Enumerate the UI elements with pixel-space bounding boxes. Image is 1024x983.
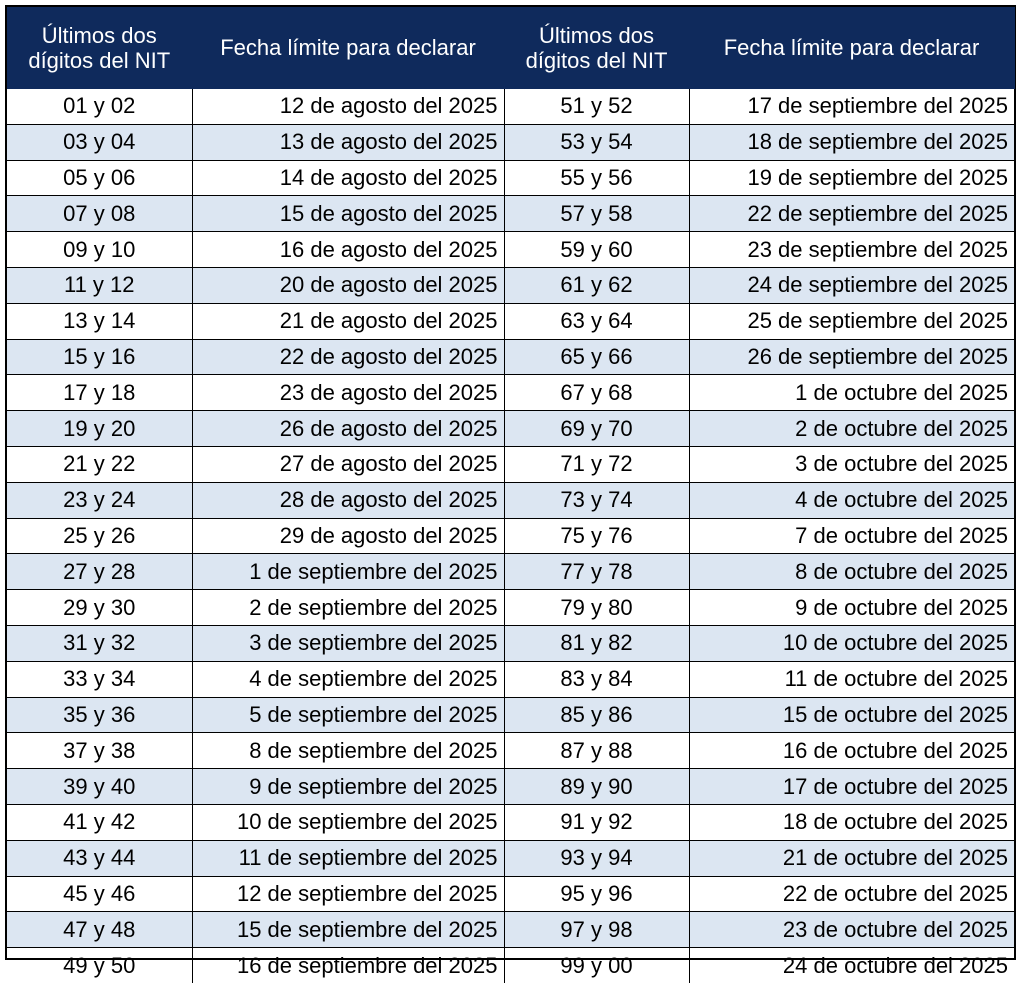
deadline-cell: 18 de septiembre del 2025 (689, 124, 1014, 160)
nit-digits-cell: 41 y 42 (7, 804, 192, 840)
deadline-cell: 16 de agosto del 2025 (192, 232, 504, 268)
nit-digits-cell: 49 y 50 (7, 948, 192, 983)
deadline-cell: 10 de septiembre del 2025 (192, 804, 504, 840)
deadline-cell: 10 de octubre del 2025 (689, 625, 1014, 661)
nit-digits-cell: 63 y 64 (504, 303, 689, 339)
nit-digits-cell: 33 y 34 (7, 661, 192, 697)
table-row (7, 411, 1014, 447)
deadline-cell: 13 de agosto del 2025 (192, 124, 504, 160)
table-row (7, 625, 1014, 661)
deadline-cell: 7 de octubre del 2025 (689, 518, 1014, 554)
deadline-cell: 5 de septiembre del 2025 (192, 697, 504, 733)
deadline-cell: 27 de agosto del 2025 (192, 446, 504, 482)
deadline-cell: 18 de octubre del 2025 (689, 804, 1014, 840)
table-row (7, 840, 1014, 876)
nit-digits-cell: 77 y 78 (504, 554, 689, 590)
nit-digits-cell: 53 y 54 (504, 124, 689, 160)
nit-digits-cell: 19 y 20 (7, 411, 192, 447)
table-row (7, 446, 1014, 482)
nit-digits-cell: 03 y 04 (7, 124, 192, 160)
nit-digits-cell: 87 y 88 (504, 733, 689, 769)
nit-digits-cell: 11 y 12 (7, 267, 192, 303)
nit-digits-cell: 47 y 48 (7, 912, 192, 948)
nit-digits-cell: 75 y 76 (504, 518, 689, 554)
deadline-cell: 28 de agosto del 2025 (192, 482, 504, 518)
nit-digits-cell: 01 y 02 (7, 89, 192, 124)
table-row (7, 733, 1014, 769)
table-body (7, 89, 1014, 983)
nit-digits-cell: 67 y 68 (504, 375, 689, 411)
nit-digits-cell: 15 y 16 (7, 339, 192, 375)
nit-digits-cell: 27 y 28 (7, 554, 192, 590)
deadline-cell: 21 de octubre del 2025 (689, 840, 1014, 876)
header-nit-digits-right: Últimos dos dígitos del NIT (504, 7, 689, 89)
nit-digits-cell: 81 y 82 (504, 625, 689, 661)
deadline-cell: 17 de octubre del 2025 (689, 769, 1014, 805)
table-row (7, 124, 1014, 160)
table-row (7, 876, 1014, 912)
header-nit-digits-left: Últimos dos dígitos del NIT (7, 7, 192, 89)
nit-digits-cell: 45 y 46 (7, 876, 192, 912)
nit-digits-cell: 35 y 36 (7, 697, 192, 733)
table-row (7, 804, 1014, 840)
deadline-cell: 29 de agosto del 2025 (192, 518, 504, 554)
table-row (7, 912, 1014, 948)
nit-digits-cell: 09 y 10 (7, 232, 192, 268)
table-row (7, 554, 1014, 590)
nit-digits-cell: 05 y 06 (7, 160, 192, 196)
deadline-table-container (5, 5, 1016, 978)
nit-digits-cell: 89 y 90 (504, 769, 689, 805)
table-row (7, 89, 1014, 124)
deadline-cell: 15 de septiembre del 2025 (192, 912, 504, 948)
deadline-cell: 23 de agosto del 2025 (192, 375, 504, 411)
nit-digits-cell: 79 y 80 (504, 590, 689, 626)
deadline-cell: 15 de agosto del 2025 (192, 196, 504, 232)
deadline-cell: 16 de octubre del 2025 (689, 733, 1014, 769)
deadline-cell: 11 de octubre del 2025 (689, 661, 1014, 697)
deadline-cell: 22 de septiembre del 2025 (689, 196, 1014, 232)
table-row (7, 697, 1014, 733)
deadline-cell: 19 de septiembre del 2025 (689, 160, 1014, 196)
table-row (7, 948, 1014, 983)
deadline-cell: 20 de agosto del 2025 (192, 267, 504, 303)
deadline-cell: 9 de septiembre del 2025 (192, 769, 504, 805)
deadline-cell: 8 de septiembre del 2025 (192, 733, 504, 769)
deadline-cell: 26 de agosto del 2025 (192, 411, 504, 447)
deadline-cell: 2 de octubre del 2025 (689, 411, 1014, 447)
deadline-cell: 24 de septiembre del 2025 (689, 267, 1014, 303)
nit-digits-cell: 51 y 52 (504, 89, 689, 124)
deadline-cell: 11 de septiembre del 2025 (192, 840, 504, 876)
nit-digits-cell: 73 y 74 (504, 482, 689, 518)
table-row (7, 339, 1014, 375)
nit-digits-cell: 69 y 70 (504, 411, 689, 447)
deadline-cell: 22 de agosto del 2025 (192, 339, 504, 375)
nit-digits-cell: 29 y 30 (7, 590, 192, 626)
deadline-cell: 8 de octubre del 2025 (689, 554, 1014, 590)
header-row (7, 7, 1014, 89)
deadline-cell: 12 de agosto del 2025 (192, 89, 504, 124)
deadline-cell: 15 de octubre del 2025 (689, 697, 1014, 733)
nit-digits-cell: 43 y 44 (7, 840, 192, 876)
nit-digits-cell: 13 y 14 (7, 303, 192, 339)
deadline-cell: 21 de agosto del 2025 (192, 303, 504, 339)
nit-digits-cell: 17 y 18 (7, 375, 192, 411)
nit-digits-cell: 93 y 94 (504, 840, 689, 876)
nit-digits-cell: 31 y 32 (7, 625, 192, 661)
nit-digits-cell: 21 y 22 (7, 446, 192, 482)
deadline-cell: 1 de septiembre del 2025 (192, 554, 504, 590)
deadline-cell: 1 de octubre del 2025 (689, 375, 1014, 411)
deadline-cell: 4 de octubre del 2025 (689, 482, 1014, 518)
nit-digits-cell: 85 y 86 (504, 697, 689, 733)
nit-digits-cell: 61 y 62 (504, 267, 689, 303)
deadline-cell: 22 de octubre del 2025 (689, 876, 1014, 912)
table-row (7, 267, 1014, 303)
deadline-cell: 9 de octubre del 2025 (689, 590, 1014, 626)
table-row (7, 160, 1014, 196)
nit-digits-cell: 65 y 66 (504, 339, 689, 375)
nit-digits-cell: 97 y 98 (504, 912, 689, 948)
nit-digits-cell: 95 y 96 (504, 876, 689, 912)
table-row (7, 769, 1014, 805)
deadline-cell: 3 de octubre del 2025 (689, 446, 1014, 482)
nit-deadline-table (7, 7, 1015, 983)
table-row (7, 482, 1014, 518)
header-deadline-left: Fecha límite para declarar (192, 7, 504, 89)
deadline-cell: 26 de septiembre del 2025 (689, 339, 1014, 375)
deadline-cell: 14 de agosto del 2025 (192, 160, 504, 196)
table-row (7, 303, 1014, 339)
table-row (7, 518, 1014, 554)
table-row (7, 661, 1014, 697)
nit-digits-cell: 23 y 24 (7, 482, 192, 518)
deadline-cell: 23 de septiembre del 2025 (689, 232, 1014, 268)
nit-digits-cell: 37 y 38 (7, 733, 192, 769)
header-deadline-right: Fecha límite para declarar (689, 7, 1014, 89)
deadline-cell: 17 de septiembre del 2025 (689, 89, 1014, 124)
deadline-cell: 25 de septiembre del 2025 (689, 303, 1014, 339)
deadline-cell: 24 de octubre del 2025 (782, 952, 1008, 978)
nit-digits-cell: 07 y 08 (7, 196, 192, 232)
deadline-cell: 12 de septiembre del 2025 (192, 876, 504, 912)
nit-digits-cell: 83 y 84 (504, 661, 689, 697)
table-row (7, 196, 1014, 232)
table-header (7, 7, 1014, 89)
deadline-cell: 4 de septiembre del 2025 (192, 661, 504, 697)
deadline-cell: 3 de septiembre del 2025 (192, 625, 504, 661)
nit-digits-cell: 55 y 56 (504, 160, 689, 196)
nit-digits-cell: 39 y 40 (7, 769, 192, 805)
nit-digits-cell: 59 y 60 (504, 232, 689, 268)
nit-digits-cell: 25 y 26 (7, 518, 192, 554)
deadline-cell: 16 de septiembre del 2025 (192, 948, 504, 983)
nit-digits-cell: 71 y 72 (504, 446, 689, 482)
table-row (7, 375, 1014, 411)
nit-digits-cell: 99 y 00 (504, 948, 689, 983)
nit-digits-cell: 57 y 58 (504, 196, 689, 232)
deadline-cell: 23 de octubre del 2025 (689, 912, 1014, 948)
deadline-cell: 2 de septiembre del 2025 (192, 590, 504, 626)
table-row (7, 590, 1014, 626)
nit-digits-cell: 91 y 92 (504, 804, 689, 840)
table-row (7, 232, 1014, 268)
